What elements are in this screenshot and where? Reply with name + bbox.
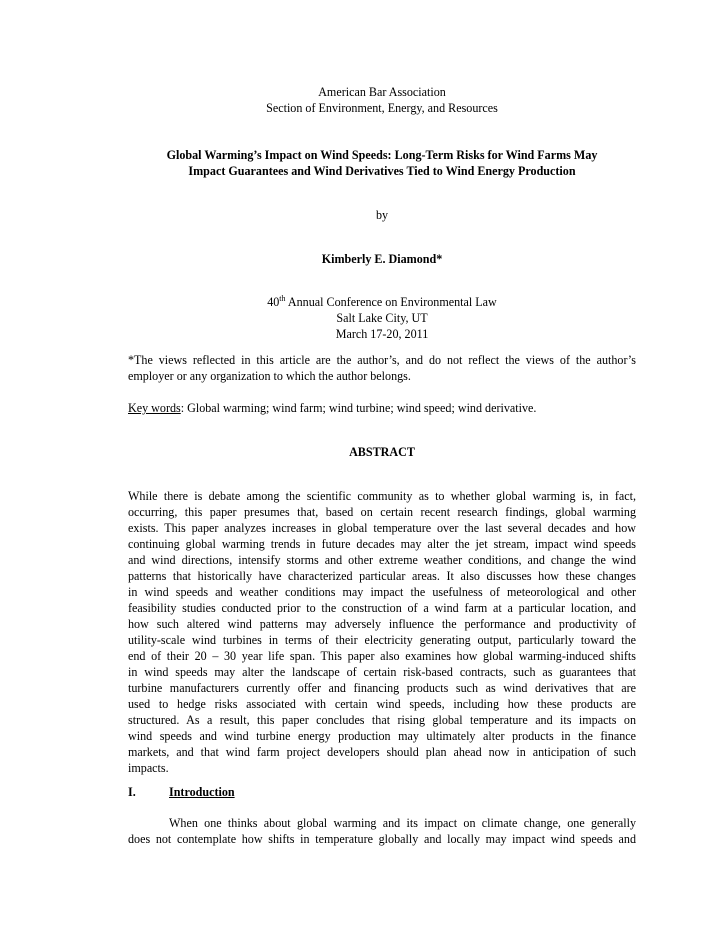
abstract-body <box>128 488 636 776</box>
abstract-line: structured. As a result, this paper concludes that rising global temperature and its impacts on <box>128 713 636 727</box>
org-name: American Bar Association <box>318 85 446 99</box>
conference-dates: March 17-20, 2011 <box>335 327 429 341</box>
abstract-heading: ABSTRACT <box>349 445 415 459</box>
byline-by: by <box>375 208 389 222</box>
section-heading-introduction <box>128 784 636 800</box>
conference-location: Salt Lake City, UT <box>336 311 428 325</box>
introduction-line: When one thinks about global warming and its impact on climate change, one generally <box>169 816 636 830</box>
disclaimer-line: employer or any organization to which the author belongs. <box>128 369 411 383</box>
abstract-line: in wind speeds may alter the landscape of certain risk-based contracts, such as guarantees that <box>128 665 636 679</box>
abstract-line: continuing global warming trends in future decades may alter the jet stream, impact wind speeds <box>128 537 636 551</box>
conference-ordinal-suffix: th <box>279 294 286 303</box>
abstract-line: occurring, this paper presumes that, based on certain recent research findings, global warming <box>128 505 636 519</box>
disclaimer <box>128 352 636 384</box>
abstract-line: wind speeds and wind turbine energy production may ultimately alter products in the finance <box>128 729 636 743</box>
keywords <box>128 400 636 416</box>
introduction-body <box>128 815 636 847</box>
keywords-label: Key words <box>128 401 181 415</box>
abstract-line: While there is debate among the scientific community as to whether global warming is, in fact, <box>128 489 636 503</box>
keywords-text: : Global warming; wind farm; wind turbine; wind speed; wind derivative. <box>180 401 537 415</box>
abstract-line: how such altered wind patterns may adversely influence the performance and productivity of <box>128 617 636 631</box>
section-name: Section of Environment, Energy, and Resources <box>266 101 498 115</box>
abstract-line: utility-scale wind turbines in terms of their electricity generating output, particularly toward the <box>128 633 636 647</box>
keywords-line <box>128 400 636 416</box>
conference-title: Annual Conference on Environmental Law <box>285 295 497 309</box>
abstract-line: end of their 20 – 30 year life span. This paper also examines how global warming-induced shifts <box>128 649 636 663</box>
author-name: Kimberly E. Diamond* <box>321 252 443 266</box>
conference-name <box>128 294 636 310</box>
conference-ordinal: 40 <box>267 295 280 309</box>
abstract-line: and wind directions, intensify storms and other extreme weather conditions, and change the wind <box>128 553 636 567</box>
abstract-line: markets, and that wind farm project developers should plan ahead now in anticipation of such <box>128 745 636 759</box>
abstract-line: used to hedge risks associated with certain wind speeds, including how these products are <box>128 697 636 711</box>
paper-title-line-1: Global Warming’s Impact on Wind Speeds: Long-Term Risks for Wind Farms May <box>166 148 598 162</box>
abstract-line: turbine manufacturers currently offer and financing products such as wind derivatives that are <box>128 681 636 695</box>
section-number: I. <box>128 785 136 799</box>
introduction-line: does not contemplate how shifts in temperature globally and locally may impact wind speeds and <box>128 832 636 846</box>
abstract-line: exists. This paper analyzes increases in global temperature over the last several decades and how <box>128 521 636 535</box>
paper-title-line-2: Impact Guarantees and Wind Derivatives Tied to Wind Energy Production <box>188 164 576 178</box>
disclaimer-line: *The views reflected in this article are the author’s, and do not reflect the views of the author’s <box>128 353 636 367</box>
abstract-line: in wind speeds and weather conditions may impact the usefulness of meteorological and other <box>128 585 636 599</box>
abstract-line: impacts. <box>128 761 169 775</box>
section-title: Introduction <box>169 785 235 799</box>
abstract-line: feasibility studies conducted prior to the construction of a wind farm at a particular location, and <box>128 601 636 615</box>
abstract-line: patterns that historically have characterized particular areas. It also discusses how these changes <box>128 569 636 583</box>
